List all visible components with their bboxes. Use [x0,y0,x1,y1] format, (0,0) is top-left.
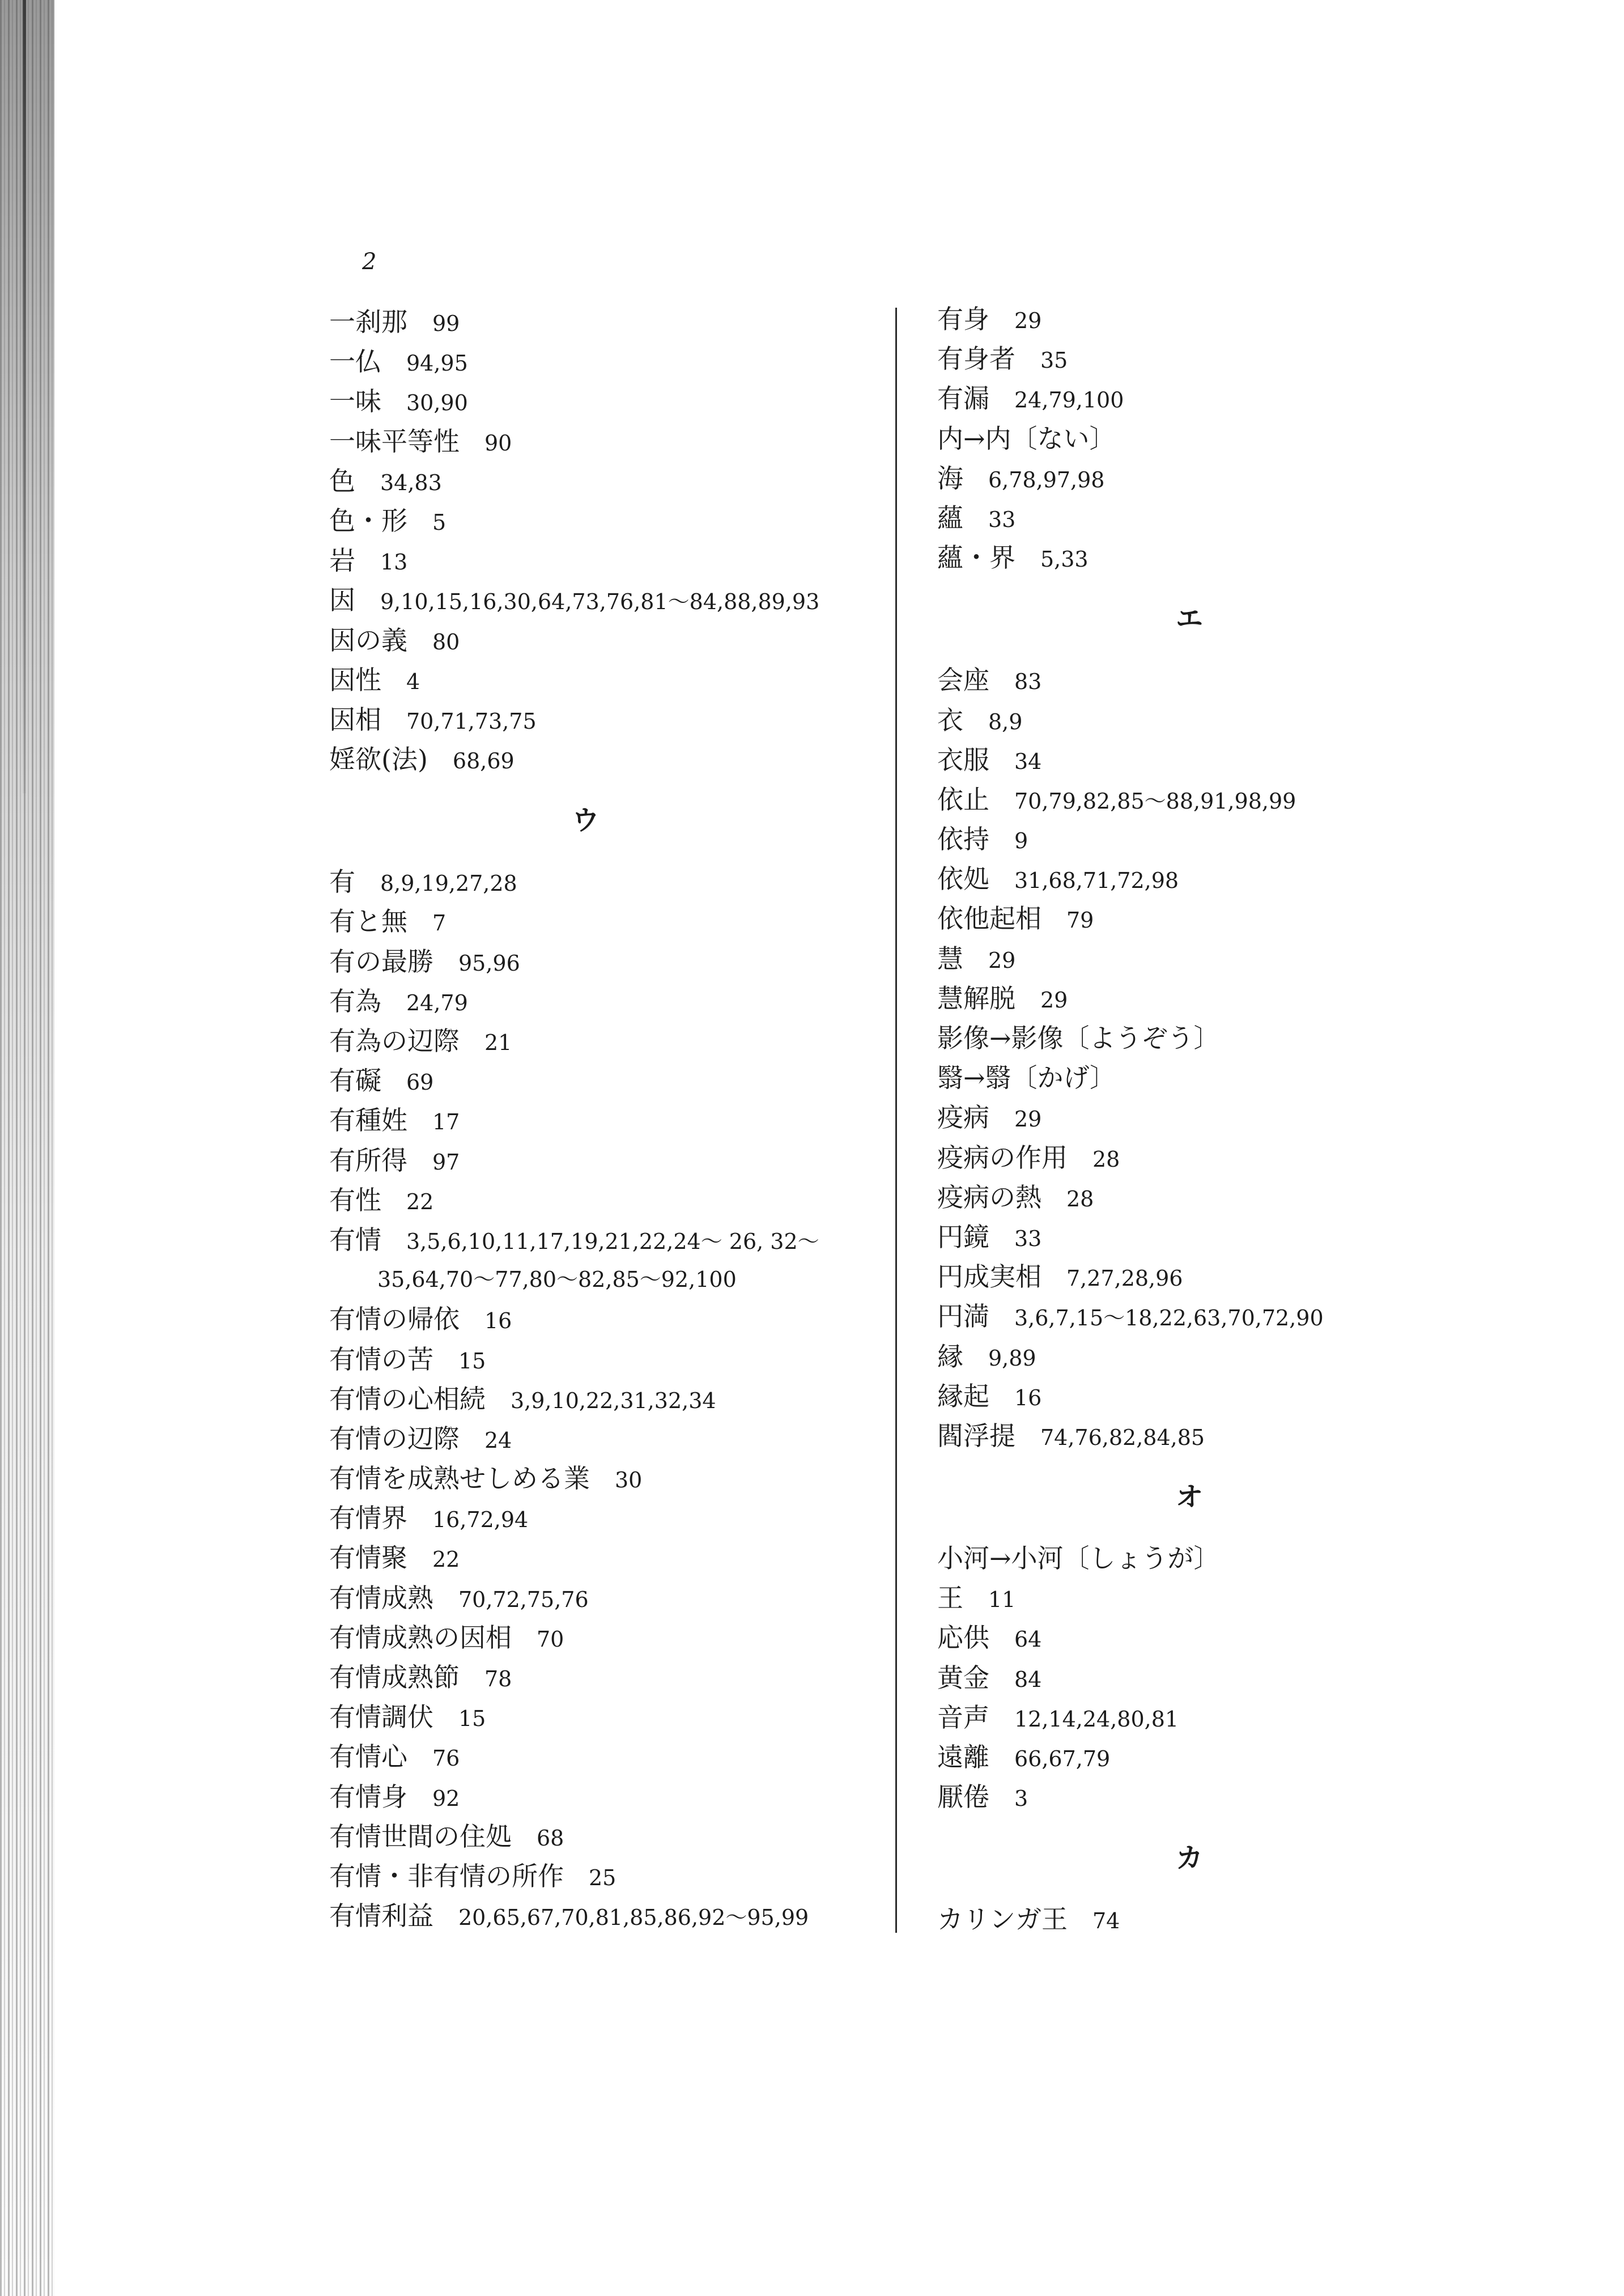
entry-pages: 99 [432,311,460,336]
index-entry [937,1337,1442,1376]
index-column-left [329,302,842,1936]
entry-term: 有身 [937,304,989,334]
index-entry [329,580,842,620]
entry-pages: 64 [1014,1627,1042,1652]
entry-term: 衣服 [937,744,989,775]
entry-term: 有為の辺際 [329,1026,460,1056]
index-entry [329,620,842,660]
entry-pages: 74 [1092,1908,1120,1934]
index-entry-crossref [937,1018,1442,1058]
entry-pages: 12,14,24,80,81 [1014,1706,1179,1732]
entry-term: 海 [937,462,963,494]
scan-edge-artifact [0,0,54,2296]
entry-term: 内→内〔ない〕 [937,423,1116,454]
entry-pages: 5 [432,509,447,535]
index-entry [329,1618,842,1657]
index-entry [329,1379,842,1419]
index-entry [937,1737,1442,1777]
entry-term: 黄金 [937,1662,989,1693]
index-entry [329,1777,842,1817]
index-entry [329,302,842,342]
index-entry-crossref [937,1538,1442,1578]
entry-term: 一刹那 [329,307,407,337]
entry-pages: 3,6,7,15〜18,22,63,70,72,90 [1014,1306,1324,1331]
index-entry [329,942,842,981]
entry-term: 有情・非有情の所作 [329,1860,564,1891]
entry-pages: 70 [537,1626,564,1652]
entry-term: 有為 [329,985,381,1017]
entry-term: 因性 [329,664,381,695]
index-entry [937,1698,1442,1737]
index-entry [937,1138,1442,1177]
entry-term: 有漏 [937,383,989,414]
entry-pages: 33 [1014,1226,1042,1251]
index-entry [937,700,1442,740]
index-entry-continuation [329,1260,842,1299]
index-entry [937,498,1442,538]
entry-term: 会座 [937,665,989,696]
entry-pages: 8,9 [988,709,1023,734]
entry-pages: 84 [1014,1666,1042,1692]
entry-pages: 16 [1014,1385,1042,1410]
index-entry [937,1416,1442,1456]
entry-term: 蘊・界 [937,542,1015,573]
entry-pages: 66,67,79 [1014,1746,1111,1771]
entry-term: 円満 [937,1301,989,1332]
index-entry [329,1697,842,1737]
index-column-right [937,299,1442,1940]
index-entry [937,458,1442,498]
entry-term: 有情の辺際 [329,1423,460,1454]
entry-term: 有情成熟 [329,1582,433,1613]
entry-pages: 7,27,28,96 [1066,1266,1183,1291]
entry-pages: 70,71,73,75 [406,708,537,734]
index-entry [329,1856,842,1896]
index-entry [937,1618,1442,1657]
index-entry [329,1538,842,1578]
index-entry [329,1419,842,1459]
entry-pages: 22 [432,1547,460,1572]
index-entry [329,501,842,541]
entry-pages: 28 [1066,1186,1094,1211]
entry-term: 有の最勝 [329,946,433,977]
index-entry [937,1899,1442,1939]
entry-pages: 90 [484,430,512,456]
entry-pages: 68,69 [452,749,515,774]
entry-term: 有 [329,866,355,898]
index-entry [329,1180,842,1220]
entry-term: 有性 [329,1184,381,1215]
entry-pages: 94,95 [406,351,468,376]
entry-term: 有情の心相続 [329,1383,486,1414]
entry-term: 有情身 [329,1781,407,1812]
entry-term: 因の義 [329,624,407,656]
index-entry [329,1220,842,1260]
entry-pages: 9,10,15,16,30,64,73,76,81〜84,88,89,93 [380,589,820,615]
index-entry [937,1098,1442,1137]
entry-term: 有礙 [329,1065,381,1096]
index-entry [329,902,842,941]
entry-term: 色・形 [329,505,407,536]
entry-pages: 9,89 [988,1345,1036,1371]
index-entry [329,1896,842,1936]
entry-pages: 92 [432,1785,460,1811]
index-entry [937,1658,1442,1698]
index-entry [329,1061,842,1100]
index-entry [329,1459,842,1498]
entry-term: 厭倦 [937,1781,989,1813]
index-entry [329,461,842,501]
index-entry [329,342,842,381]
entry-term: 有と無 [329,906,407,937]
entry-pages: 24 [484,1427,512,1453]
entry-pages: 33 [988,507,1016,532]
index-entry [937,819,1442,859]
index-entry [329,1657,842,1697]
entry-pages: 29 [988,947,1016,973]
index-entry [937,859,1442,899]
entry-pages: 3,5,6,10,11,17,19,21,22,24〜 26, 32〜 [406,1228,819,1254]
entry-pages: 25 [589,1865,617,1890]
entry-term: 因 [329,585,355,616]
entry-term: 依持 [937,824,989,855]
index-entry [329,700,842,739]
entry-pages: 5,33 [1040,547,1089,572]
entry-term: 蘊 [937,502,963,533]
entry-pages-continued: 35,64,70〜77,80〜82,85〜92,100 [377,1267,737,1292]
entry-term: カリンガ王 [937,1904,1068,1935]
column-divider [895,308,897,1933]
entry-term: 有情調伏 [329,1702,433,1733]
page-number: 2 [362,249,377,275]
index-entry [329,981,842,1021]
index-entry [329,1340,842,1379]
entry-pages: 15 [458,1706,486,1732]
entry-pages: 78 [484,1666,512,1691]
entry-pages: 35 [1040,348,1068,373]
entry-pages: 97 [432,1149,460,1175]
entry-pages: 83 [1014,669,1042,695]
entry-pages: 95,96 [458,950,520,976]
entry-pages: 70,72,75,76 [458,1587,589,1612]
entry-pages: 16,72,94 [432,1507,529,1533]
index-entry-crossref [937,419,1442,458]
entry-pages: 30,90 [406,390,468,416]
entry-term: 一味平等性 [329,426,460,457]
index-entry [937,939,1442,979]
index-entry [937,1257,1442,1296]
entry-term: 有種姓 [329,1105,407,1136]
entry-pages: 34,83 [380,470,442,495]
index-entry [937,660,1442,700]
index-entry [329,1737,842,1776]
index-entry [937,1376,1442,1416]
entry-term: 小河→小河〔しょうが〕 [937,1543,1220,1574]
entry-term: 円鏡 [937,1221,989,1252]
index-entry [329,1578,842,1618]
entry-pages: 28 [1092,1146,1120,1172]
index-entry [329,381,842,421]
entry-pages: 22 [406,1189,434,1214]
entry-term: 有情聚 [329,1542,407,1574]
entry-term: 有所得 [329,1145,407,1176]
entry-term: 円成実相 [937,1261,1041,1292]
entry-term: 岩 [329,545,355,576]
entry-pages: 8,9,19,27,28 [380,871,517,896]
entry-pages: 29 [1014,308,1042,333]
index-entry [937,538,1442,577]
entry-pages: 15 [458,1348,486,1374]
index-entry [329,660,842,700]
entry-term: 有情利益 [329,1900,433,1932]
index-entry [329,1299,842,1339]
entry-pages: 17 [432,1109,460,1135]
index-entry-crossref [937,1058,1442,1098]
index-entry [937,899,1442,938]
entry-term: 有身者 [937,343,1015,375]
index-entry [937,1296,1442,1336]
entry-pages: 4 [406,669,420,694]
section-heading-ka: カ [1175,1842,1203,1874]
index-entry [937,379,1442,418]
entry-term: 疫病 [937,1102,989,1133]
entry-term: 色 [329,465,355,496]
section-heading-u: ウ [572,805,600,837]
entry-term: 婬欲(法) [329,744,428,775]
entry-term: 有情 [329,1224,381,1255]
entry-pages: 3 [1014,1786,1028,1812]
entry-pages: 13 [380,550,408,575]
index-entry [329,1498,842,1538]
entry-term: 有情成熟節 [329,1662,460,1693]
index-entry [937,1217,1442,1257]
index-entry [329,422,842,461]
entry-term: 遠離 [937,1742,989,1772]
entry-pages: 29 [1040,987,1068,1013]
entry-term: 慧 [937,943,963,974]
entry-term: 依他起相 [937,903,1041,934]
entry-term: 慧解脱 [937,983,1015,1014]
index-entry [329,1100,842,1140]
index-entry [937,780,1442,819]
entry-pages: 79 [1066,908,1094,933]
entry-term: 依処 [937,864,989,895]
index-entry [329,1021,842,1061]
index-entry [937,299,1442,339]
entry-term: 衣 [937,704,963,735]
entry-term: 因相 [329,704,381,735]
entry-pages: 69 [406,1070,434,1095]
index-entry [937,979,1442,1018]
entry-term: 有情心 [329,1741,407,1772]
entry-pages: 24,79,100 [1014,388,1124,413]
entry-pages: 70,79,82,85〜88,91,98,99 [1014,788,1296,814]
index-entry [329,1817,842,1856]
index-entry [937,339,1442,379]
entry-pages: 7 [432,911,447,936]
entry-pages: 9 [1014,828,1028,854]
index-entry [937,1777,1442,1817]
entry-term: 有情界 [329,1503,407,1534]
entry-pages: 29 [1014,1107,1042,1132]
section-heading-e: エ [1175,603,1203,635]
entry-term: 有情の苦 [329,1343,433,1375]
entry-term: 応供 [937,1622,989,1653]
entry-pages: 34 [1014,749,1042,774]
index-entry [937,1578,1442,1618]
entry-term: 有情の帰依 [329,1304,460,1335]
entry-pages: 68 [537,1825,564,1851]
entry-term: 一味 [329,386,381,417]
entry-term: 疫病の作用 [937,1142,1068,1173]
index-entry [329,541,842,580]
entry-pages: 6,78,97,98 [988,467,1105,492]
entry-pages: 74,76,82,84,85 [1040,1425,1205,1450]
entry-pages: 80 [432,629,460,654]
entry-term: 一仏 [329,346,381,377]
entry-pages: 30 [615,1468,643,1493]
entry-term: 閻浮提 [937,1420,1015,1451]
entry-pages: 21 [484,1030,512,1055]
entry-term: 縁起 [937,1380,989,1411]
entry-pages: 16 [484,1308,512,1334]
entry-term: 依止 [937,784,989,815]
entry-term: 翳→翳〔かげ〕 [937,1062,1116,1094]
index-entry [937,740,1442,780]
section-heading-o: オ [1175,1481,1203,1513]
entry-term: 縁 [937,1341,963,1372]
entry-term: 王 [937,1583,963,1614]
entry-term: 有情を成熟せしめる業 [329,1463,590,1494]
entry-pages: 20,65,67,70,81,85,86,92〜95,99 [458,1905,809,1931]
scan-edge-streak [23,0,26,793]
entry-pages: 24,79 [406,990,468,1015]
index-entry [329,739,842,779]
entry-term: 有情成熟の因相 [329,1622,512,1653]
index-entry [329,1141,842,1180]
entry-term: 有情世間の住処 [329,1821,512,1852]
entry-term: 疫病の熱 [937,1181,1041,1213]
entry-pages: 76 [432,1746,460,1771]
entry-pages: 31,68,71,72,98 [1014,868,1179,894]
entry-pages: 11 [988,1587,1016,1613]
entry-term: 音声 [937,1702,989,1733]
entry-term: 影像→影像〔ようぞう〕 [937,1023,1220,1053]
entry-pages: 3,9,10,22,31,32,34 [511,1388,716,1413]
index-entry [937,1177,1442,1217]
index-entry [329,862,842,902]
